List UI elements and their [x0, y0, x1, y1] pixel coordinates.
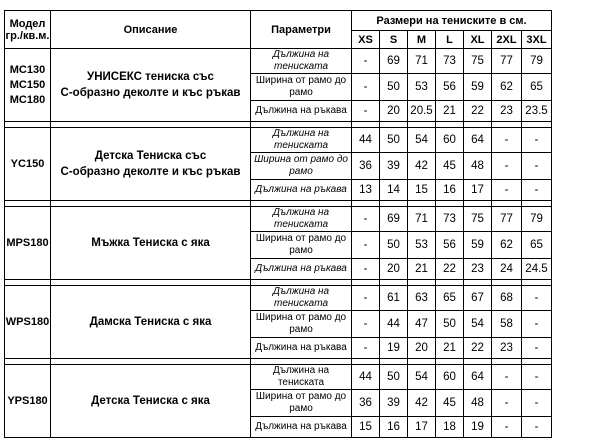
description-cell [51, 365, 251, 438]
size-value-l: 21 [436, 101, 464, 122]
size-value-2xl: - [492, 153, 522, 180]
size-value-3xl: - [522, 417, 552, 438]
size-value-2xl: 23 [492, 338, 522, 359]
size-value-xl: 75 [464, 49, 492, 74]
size-value-3xl: - [522, 365, 552, 390]
size-value-3xl: - [522, 338, 552, 359]
size-value-3xl: - [522, 286, 552, 311]
size-value-xs: - [352, 286, 380, 311]
header-size-l: L [436, 31, 464, 49]
size-value-s: 16 [380, 417, 408, 438]
size-value-l: 73 [436, 49, 464, 74]
parameter-cell: Дължина на ръкава [251, 338, 352, 359]
size-value-xs: 36 [352, 390, 380, 417]
parameter-cell: Ширина от рамо до рамо [251, 74, 352, 101]
description-line: УНИСЕКС тениска със [87, 71, 214, 83]
size-value-xs: - [352, 338, 380, 359]
size-value-m: 21 [408, 259, 436, 280]
size-value-l: 22 [436, 259, 464, 280]
size-value-xs: - [352, 232, 380, 259]
size-value-m: 71 [408, 49, 436, 74]
model-code: MC150 [9, 78, 46, 91]
model-code: YC150 [10, 157, 45, 170]
size-value-s: 44 [380, 311, 408, 338]
size-value-xs: 44 [352, 365, 380, 390]
header-model: Модел гр./кв.м. [5, 11, 51, 49]
description-cell [51, 128, 251, 201]
size-value-xl: 23 [464, 259, 492, 280]
size-value-xs: 36 [352, 153, 380, 180]
header-description: Описание [51, 11, 251, 49]
description-line: Детска Тениска със [94, 150, 207, 162]
size-value-2xl: - [492, 180, 522, 201]
size-value-s: 61 [380, 286, 408, 311]
size-value-3xl: - [522, 390, 552, 417]
size-value-m: 17 [408, 417, 436, 438]
description-line: Мъжка Тениска с яка [91, 237, 210, 249]
size-value-s: 69 [380, 49, 408, 74]
parameter-cell: Дължина на ръкава [251, 180, 352, 201]
model-code: MC180 [9, 93, 46, 106]
size-value-s: 39 [380, 153, 408, 180]
parameter-cell: Дължина на ръкава [251, 417, 352, 438]
size-value-xl: 22 [464, 101, 492, 122]
size-value-xs: 15 [352, 417, 380, 438]
size-value-s: 50 [380, 365, 408, 390]
size-value-s: 20 [380, 101, 408, 122]
size-value-l: 45 [436, 390, 464, 417]
size-value-xl: 48 [464, 153, 492, 180]
size-table [4, 10, 552, 438]
size-value-xl: 64 [464, 128, 492, 153]
size-value-2xl: 23 [492, 101, 522, 122]
size-value-m: 42 [408, 390, 436, 417]
size-value-2xl: - [492, 128, 522, 153]
size-value-m: 53 [408, 232, 436, 259]
header-size-xs: XS [352, 31, 380, 49]
model-cell [5, 128, 51, 201]
parameter-cell: Ширина от рамо до рамо [251, 311, 352, 338]
size-value-3xl: 65 [522, 74, 552, 101]
parameter-cell: Дължина на тениската [251, 207, 352, 232]
size-value-xs: - [352, 101, 380, 122]
size-value-xl: 19 [464, 417, 492, 438]
parameter-cell: Ширина от рамо до рамо [251, 153, 352, 180]
size-value-l: 50 [436, 311, 464, 338]
size-value-2xl: 62 [492, 232, 522, 259]
size-value-3xl: 65 [522, 232, 552, 259]
model-cell [5, 286, 51, 359]
size-value-s: 39 [380, 390, 408, 417]
size-value-l: 56 [436, 74, 464, 101]
table-row [5, 128, 552, 153]
size-value-xs: 13 [352, 180, 380, 201]
size-value-l: 65 [436, 286, 464, 311]
parameter-cell: Дължина на тениската [251, 128, 352, 153]
header-size-m: M [408, 31, 436, 49]
size-value-m: 71 [408, 207, 436, 232]
size-value-xs: - [352, 311, 380, 338]
size-value-2xl: 58 [492, 311, 522, 338]
table-row [5, 49, 552, 74]
size-value-l: 16 [436, 180, 464, 201]
size-value-3xl: - [522, 311, 552, 338]
description-cell [51, 49, 251, 122]
model-cell [5, 365, 51, 438]
size-value-m: 53 [408, 74, 436, 101]
parameter-cell: Дължина на тениската [251, 49, 352, 74]
parameter-cell: Дължина на тениската [251, 286, 352, 311]
size-value-2xl: - [492, 365, 522, 390]
size-value-m: 63 [408, 286, 436, 311]
size-value-xl: 75 [464, 207, 492, 232]
model-code: MPS180 [6, 236, 49, 249]
size-value-l: 45 [436, 153, 464, 180]
description-line: С-образно деколте и къс ръкав [60, 87, 241, 99]
size-value-m: 15 [408, 180, 436, 201]
table-row [5, 207, 552, 232]
size-value-xs: - [352, 74, 380, 101]
model-code: WPS180 [5, 315, 50, 328]
parameter-cell: Дължина на ръкава [251, 259, 352, 280]
size-value-xl: 64 [464, 365, 492, 390]
header-size-3xl: 3XL [522, 31, 552, 49]
size-value-2xl: - [492, 417, 522, 438]
size-value-xs: 44 [352, 128, 380, 153]
size-value-s: 50 [380, 232, 408, 259]
description-line: Дамска Тениска с яка [89, 316, 212, 328]
size-value-2xl: 77 [492, 207, 522, 232]
size-value-2xl: 62 [492, 74, 522, 101]
parameter-cell: Дължина на тениската [251, 365, 352, 390]
size-value-s: 14 [380, 180, 408, 201]
size-value-3xl: - [522, 180, 552, 201]
size-value-m: 47 [408, 311, 436, 338]
header-sizes-title: Размери на тениските в см. [352, 11, 552, 31]
size-value-m: 20 [408, 338, 436, 359]
description-line: Детска Тениска с яка [91, 395, 210, 407]
size-value-xl: 54 [464, 311, 492, 338]
size-value-xl: 67 [464, 286, 492, 311]
model-code: MC130 [9, 63, 46, 76]
size-value-l: 60 [436, 128, 464, 153]
header-parameters: Параметри [251, 11, 352, 49]
size-value-l: 73 [436, 207, 464, 232]
description-line: С-образно деколте и къс ръкав [60, 166, 241, 178]
description-cell [51, 207, 251, 280]
parameter-cell: Дължина на ръкава [251, 101, 352, 122]
table-row [5, 365, 552, 390]
size-value-2xl: 77 [492, 49, 522, 74]
size-value-xl: 48 [464, 390, 492, 417]
table-row [5, 286, 552, 311]
size-value-xl: 59 [464, 74, 492, 101]
size-value-s: 50 [380, 74, 408, 101]
size-value-3xl: - [522, 128, 552, 153]
size-value-xs: - [352, 207, 380, 232]
size-value-xl: 17 [464, 180, 492, 201]
size-value-3xl: 79 [522, 207, 552, 232]
size-value-3xl: - [522, 153, 552, 180]
size-value-xs: - [352, 259, 380, 280]
size-value-s: 20 [380, 259, 408, 280]
header-size-xl: XL [464, 31, 492, 49]
size-value-s: 19 [380, 338, 408, 359]
size-value-2xl: - [492, 390, 522, 417]
size-value-m: 42 [408, 153, 436, 180]
size-value-3xl: 79 [522, 49, 552, 74]
size-value-xl: 22 [464, 338, 492, 359]
parameter-cell: Ширина от рамо до рамо [251, 232, 352, 259]
model-code: YPS180 [7, 394, 48, 407]
model-cell [5, 207, 51, 280]
size-chart [4, 10, 552, 438]
size-value-m: 20.5 [408, 101, 436, 122]
size-value-3xl: 23.5 [522, 101, 552, 122]
size-value-s: 69 [380, 207, 408, 232]
size-value-l: 18 [436, 417, 464, 438]
header-size-2xl: 2XL [492, 31, 522, 49]
size-value-3xl: 24.5 [522, 259, 552, 280]
description-cell [51, 286, 251, 359]
size-value-xl: 59 [464, 232, 492, 259]
size-value-2xl: 24 [492, 259, 522, 280]
size-value-s: 50 [380, 128, 408, 153]
size-value-l: 21 [436, 338, 464, 359]
size-value-xs: - [352, 49, 380, 74]
header-size-s: S [380, 31, 408, 49]
size-value-2xl: 68 [492, 286, 522, 311]
size-value-l: 56 [436, 232, 464, 259]
size-value-m: 54 [408, 365, 436, 390]
size-value-l: 60 [436, 365, 464, 390]
model-cell [5, 49, 51, 122]
parameter-cell: Ширина от рамо до рамо [251, 390, 352, 417]
size-value-m: 54 [408, 128, 436, 153]
